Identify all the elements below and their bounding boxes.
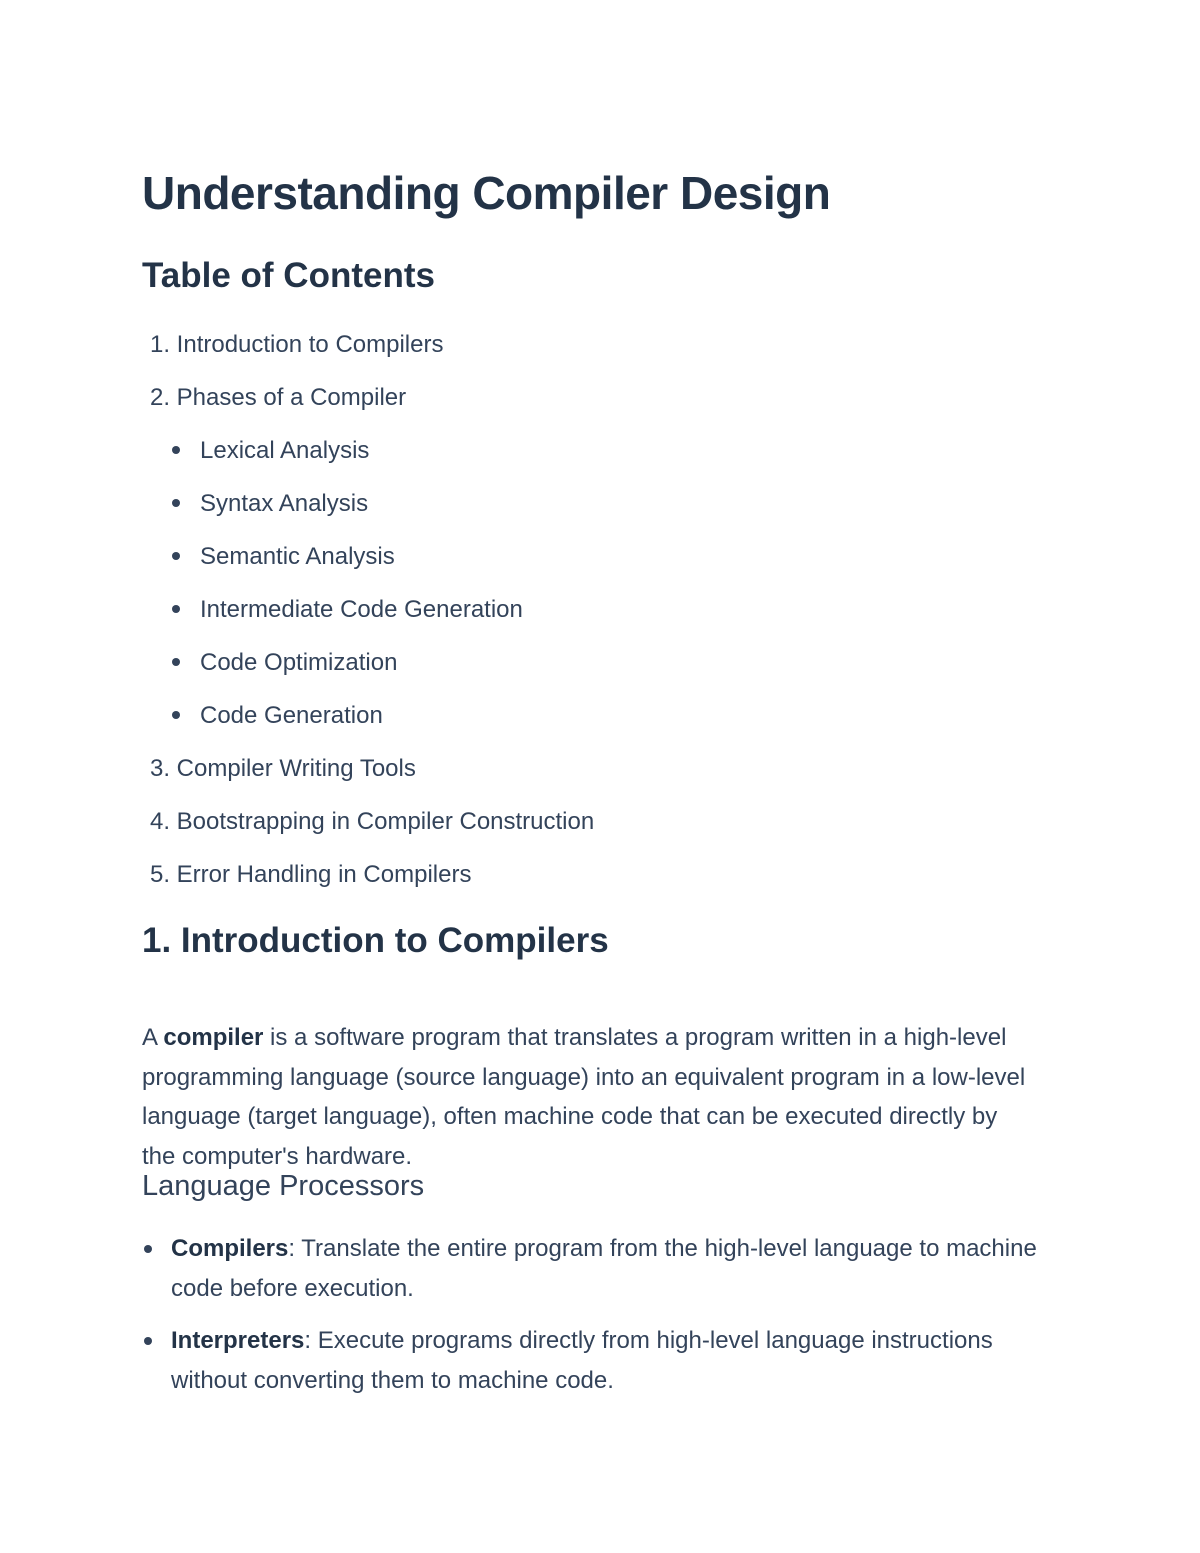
processor-term: Interpreters [171, 1327, 305, 1354]
toc-item-label: Compiler Writing Tools [176, 755, 416, 782]
toc-item-phases[interactable] [142, 384, 406, 412]
bullet-icon [144, 1337, 152, 1345]
processor-list-item [142, 1229, 1062, 1308]
bullet-icon [172, 658, 180, 666]
toc-item-label: Introduction to Compilers [176, 331, 444, 358]
bullet-icon [172, 552, 180, 560]
toc-subitem[interactable] [172, 649, 397, 677]
bullet-icon [172, 605, 180, 613]
toc-subitem[interactable] [172, 490, 368, 518]
toc-subitem-label: Intermediate Code Generation [200, 596, 523, 623]
toc-subitem-label: Code Generation [200, 702, 383, 729]
toc-item-introduction[interactable] [142, 331, 443, 359]
toc-subitem[interactable] [172, 596, 523, 624]
intro-prefix: A [142, 1024, 164, 1051]
document-title: Understanding Compiler Design [142, 167, 831, 219]
toc-subitem[interactable] [172, 702, 383, 730]
bullet-icon [172, 711, 180, 719]
toc-item-number: 3. [149, 755, 170, 782]
toc-subitem-label: Syntax Analysis [200, 490, 369, 517]
bullet-icon [172, 446, 180, 454]
toc-item-number: 4. [149, 808, 170, 835]
toc-heading: Table of Contents [142, 256, 435, 295]
toc-item-label: Phases of a Compiler [176, 384, 407, 411]
toc-item-label: Error Handling in Compilers [176, 861, 472, 888]
toc-subitem-label: Code Optimization [200, 649, 398, 676]
toc-item-bootstrapping[interactable] [142, 808, 594, 836]
intro-paragraph [142, 1018, 1032, 1176]
section-heading-introduction: 1. Introduction to Compilers [142, 921, 609, 960]
processor-description: : Translate the entire program from the high-level language to machine code before execution. [171, 1235, 1037, 1302]
processor-text [171, 1321, 1062, 1400]
toc-subitem-label: Lexical Analysis [200, 437, 370, 464]
bullet-icon [144, 1245, 152, 1253]
toc-item-number: 1. [149, 331, 170, 358]
toc-item-label: Bootstrapping in Compiler Construction [176, 808, 595, 835]
bullet-icon [172, 499, 180, 507]
toc-subitem[interactable] [172, 437, 369, 465]
toc-item-error-handling[interactable] [142, 861, 471, 889]
toc-subitem[interactable] [172, 543, 395, 571]
toc-subitem-label: Semantic Analysis [200, 543, 395, 570]
language-processors-heading: Language Processors [142, 1170, 425, 1202]
processor-description: : Execute programs directly from high-level language instructions without converting them to machine code. [171, 1327, 993, 1394]
processor-list-item [142, 1321, 1062, 1400]
toc-item-number: 2. [149, 384, 170, 411]
intro-body: is a software program that translates a program written in a high-level programming language (source language) into an equivalent program in a low-level language (target language), often machine code that can be executed directly by the computer's hardware. [142, 1024, 1026, 1170]
toc-item-number: 5. [149, 861, 170, 888]
processor-text [171, 1229, 1062, 1308]
toc-item-tools[interactable] [142, 755, 416, 783]
processor-term: Compilers [171, 1235, 289, 1262]
intro-bold-term: compiler [163, 1024, 264, 1051]
